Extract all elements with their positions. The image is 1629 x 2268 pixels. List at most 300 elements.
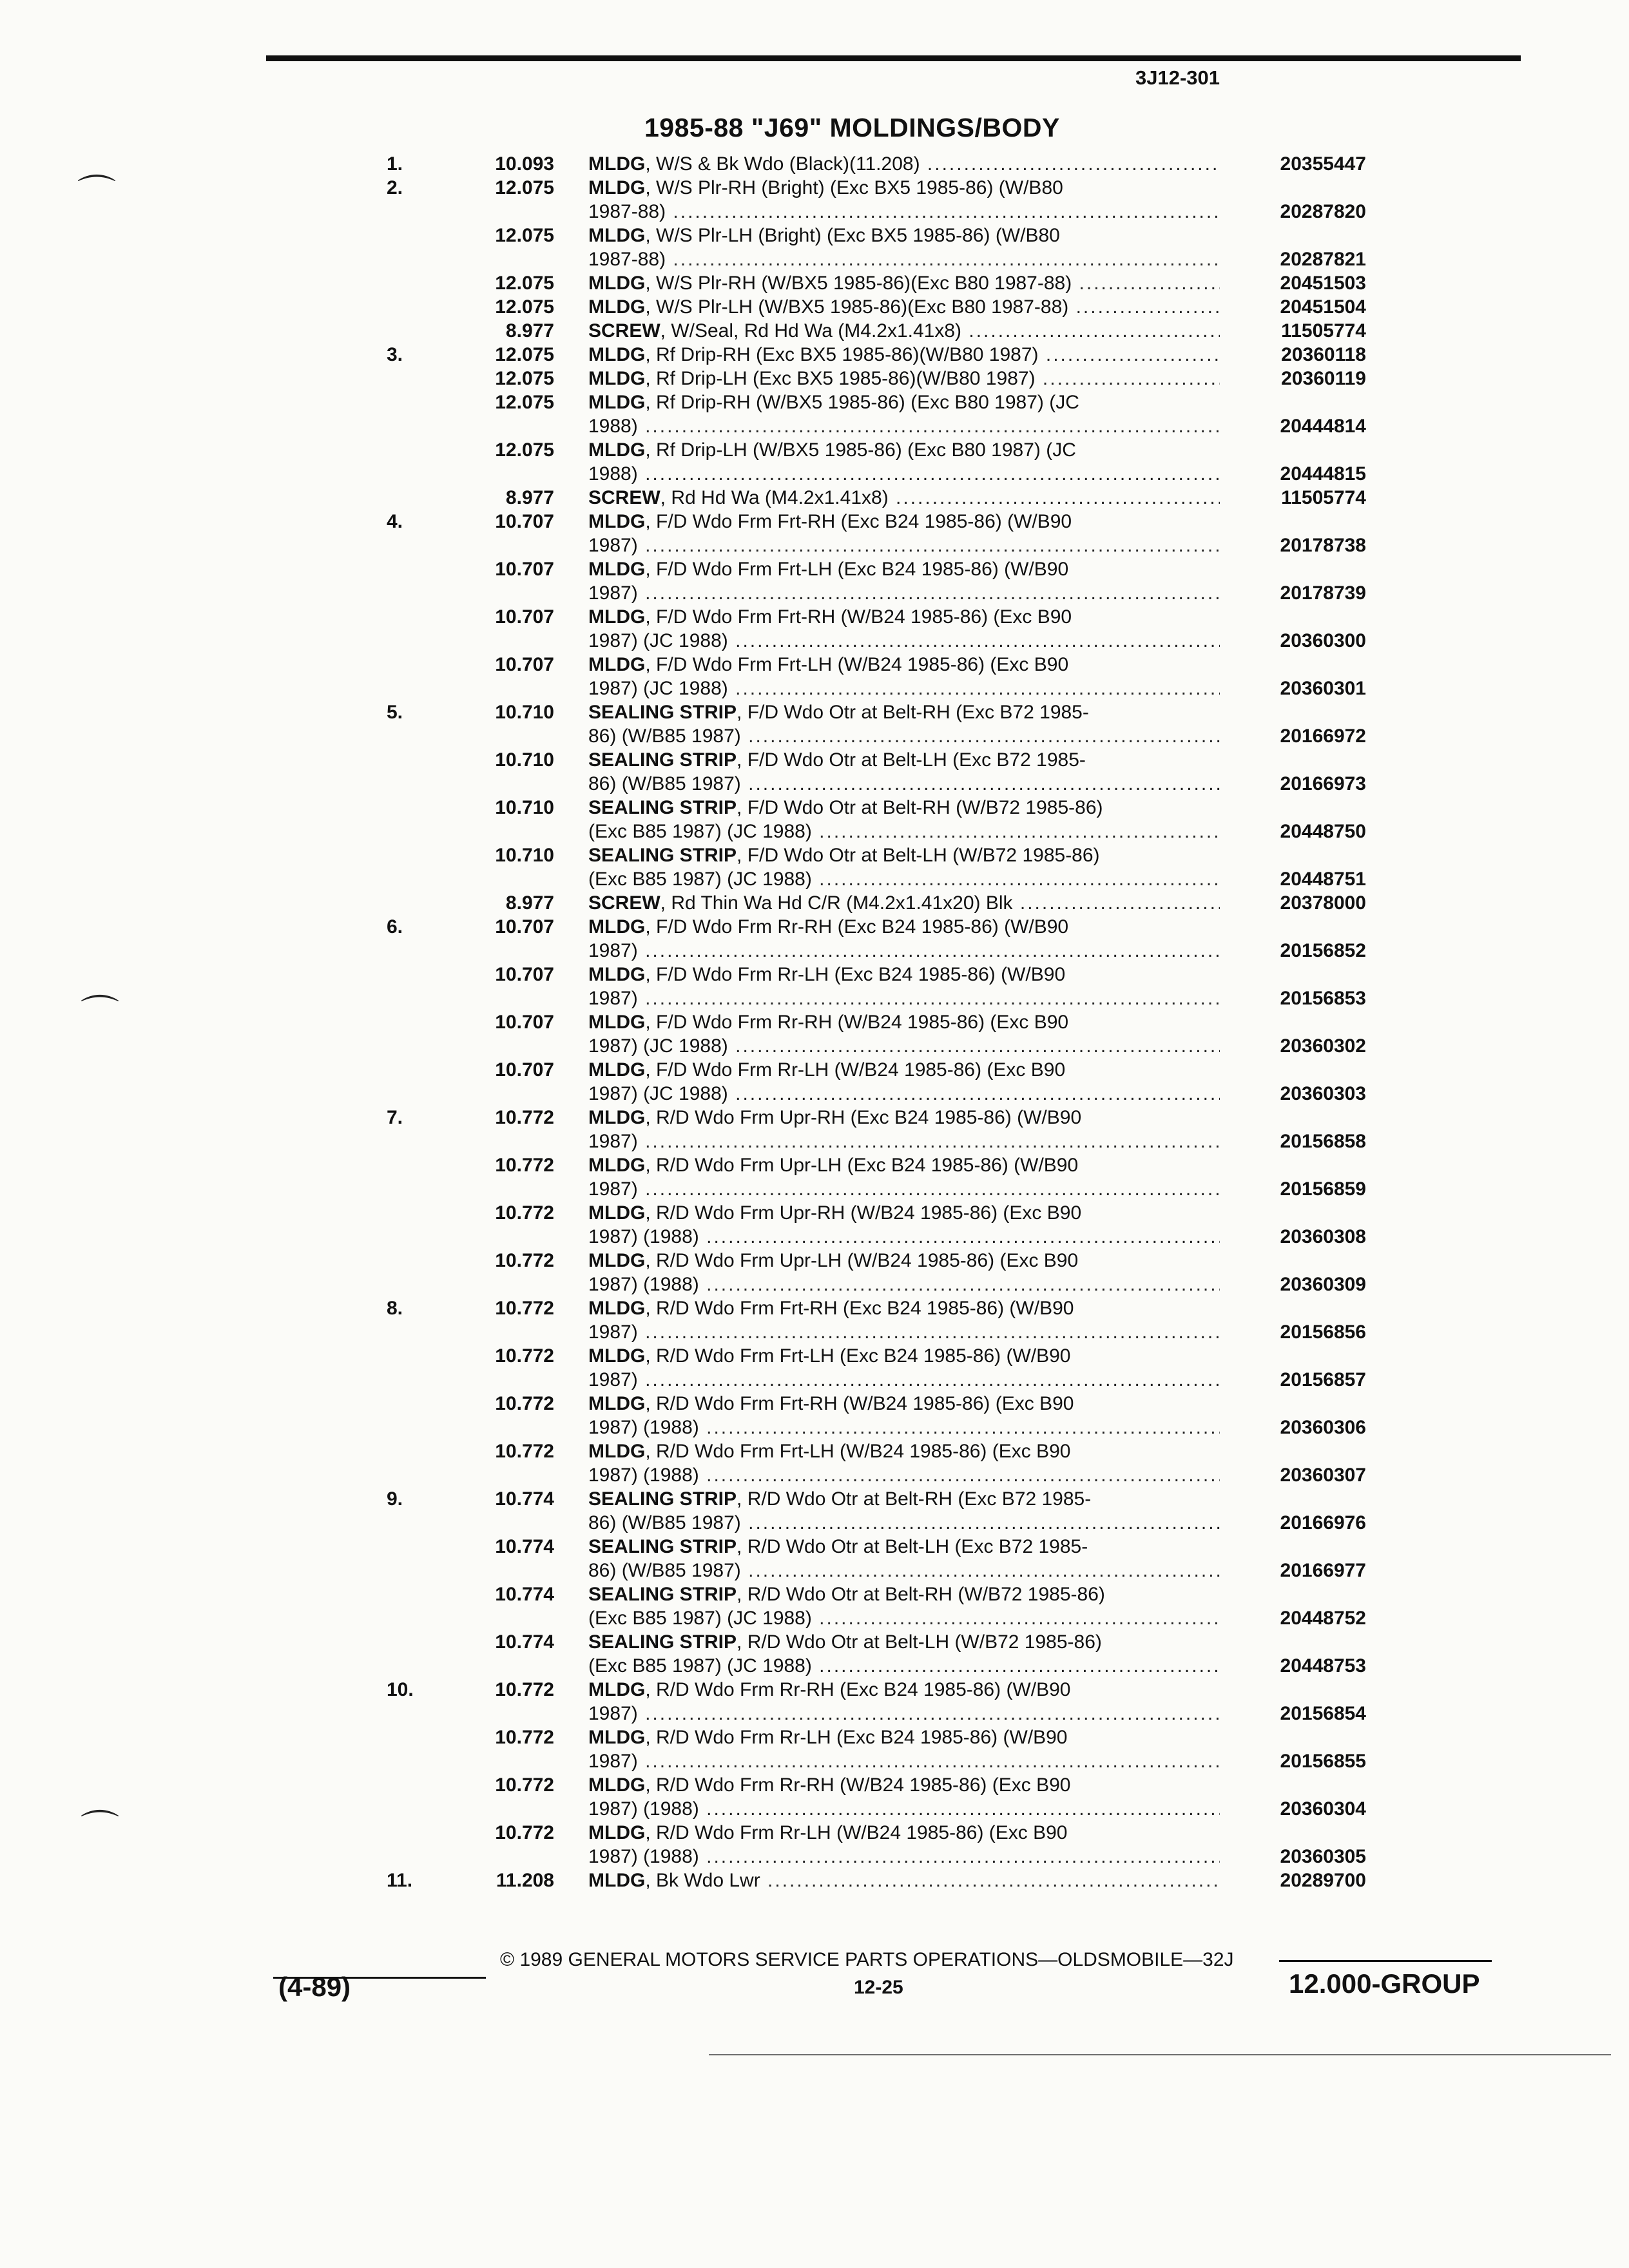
- group-number: 10.772: [495, 1441, 554, 1462]
- part-keyword: SEALING STRIP: [588, 702, 737, 723]
- part-description: 1988) .....: [588, 414, 1220, 438]
- item-number: 9.: [387, 1488, 403, 1510]
- part-number: 20448752: [1224, 1606, 1366, 1630]
- entry-line: [0, 1797, 1629, 1821]
- entry-line: [0, 915, 1629, 939]
- part-description: 1987) (1988) .....: [588, 1845, 1220, 1869]
- entry-line: [0, 1821, 1629, 1845]
- part-description: 1987) .....: [588, 533, 1220, 557]
- entry-line: [0, 1273, 1629, 1296]
- item-number: 7.: [387, 1107, 403, 1128]
- part-number: 20166972: [1224, 724, 1366, 748]
- part-description: 1987-88) .....: [588, 247, 1220, 271]
- part-number: 20360304: [1224, 1797, 1366, 1821]
- part-description: MLDG, W/S Plr-RH (Bright) (Exc BX5 1985-86) (W/B80: [588, 177, 1063, 198]
- part-keyword: SEALING STRIP: [588, 749, 737, 771]
- entry-line: [0, 1368, 1629, 1392]
- part-keyword: MLDG: [588, 273, 646, 294]
- entry-line: [0, 677, 1629, 700]
- entry-line: [0, 1654, 1629, 1678]
- part-keyword: MLDG: [588, 1059, 646, 1081]
- entry-line: [0, 247, 1629, 271]
- part-number: 20451503: [1224, 271, 1366, 295]
- part-description: 1987) .....: [588, 986, 1220, 1010]
- part-keyword: MLDG: [588, 1393, 646, 1414]
- group-number: 10.774: [495, 1536, 554, 1557]
- part-description: MLDG, F/D Wdo Frm Rr-LH (W/B24 1985-86) (Exc B90: [588, 1059, 1066, 1081]
- group-number: 8.977: [505, 320, 554, 341]
- group-number: 10.772: [495, 1679, 554, 1700]
- entry-line: [0, 438, 1629, 462]
- group-number: 12.075: [495, 296, 554, 318]
- part-keyword: MLDG: [588, 511, 646, 532]
- entry-line: [0, 724, 1629, 748]
- part-number: 20444815: [1224, 462, 1366, 486]
- entry-line: [0, 629, 1629, 653]
- part-number: 20156856: [1224, 1320, 1366, 1344]
- entry-line: [0, 986, 1629, 1010]
- part-keyword: MLDG: [588, 1441, 646, 1462]
- part-keyword: MLDG: [588, 1107, 646, 1128]
- part-description: MLDG, F/D Wdo Frm Rr-LH (Exc B24 1985-86) (W/B90: [588, 964, 1066, 985]
- group-number: 10.710: [495, 702, 554, 723]
- part-number: 20451504: [1224, 295, 1366, 319]
- entry-line: [0, 1034, 1629, 1058]
- part-number: 20178739: [1224, 581, 1366, 605]
- part-description: MLDG, R/D Wdo Frm Upr-LH (W/B24 1985-86) (Exc B90: [588, 1250, 1079, 1271]
- part-description: MLDG, W/S Plr-LH (Bright) (Exc BX5 1985-86) (W/B80: [588, 225, 1060, 246]
- part-description: 1988) .....: [588, 462, 1220, 486]
- part-entry: [0, 700, 1629, 748]
- entry-line: [0, 1392, 1629, 1416]
- group-number: 10.774: [495, 1488, 554, 1510]
- part-number: 20378000: [1224, 891, 1366, 915]
- entry-line: [0, 1344, 1629, 1368]
- group-number: 10.710: [495, 797, 554, 818]
- group-number: 12.075: [495, 225, 554, 246]
- part-keyword: MLDG: [588, 1774, 646, 1796]
- entry-line: [0, 1630, 1629, 1654]
- part-description: SEALING STRIP, F/D Wdo Otr at Belt-RH (Exc B72 1985-: [588, 702, 1089, 723]
- part-keyword: MLDG: [588, 916, 646, 937]
- part-description: 1987) (1988) .....: [588, 1416, 1220, 1439]
- part-entry: [0, 963, 1629, 1010]
- part-keyword: MLDG: [588, 225, 646, 246]
- group-number: 10.707: [495, 606, 554, 628]
- part-keyword: SEALING STRIP: [588, 797, 737, 818]
- part-description: 1987) (1988) .....: [588, 1273, 1220, 1296]
- part-number: 20166973: [1224, 772, 1366, 796]
- part-description: MLDG, R/D Wdo Frm Rr-RH (Exc B24 1985-86) (W/B90: [588, 1679, 1071, 1700]
- part-number: 11505774: [1224, 486, 1366, 510]
- item-number: 8.: [387, 1298, 403, 1319]
- part-entry: [0, 1392, 1629, 1439]
- entry-line: [0, 1177, 1629, 1201]
- part-description: SCREW, Rd Thin Wa Hd C/R (M4.2x1.41x20) Blk .....: [588, 891, 1220, 915]
- item-number: 5.: [387, 702, 403, 723]
- part-entry: [0, 1344, 1629, 1392]
- entry-line: [0, 820, 1629, 843]
- part-entry: [0, 1058, 1629, 1106]
- part-entry: [0, 486, 1629, 510]
- part-description: 1987) .....: [588, 1129, 1220, 1153]
- part-entry: [0, 173, 1629, 224]
- part-number: 20156852: [1224, 939, 1366, 963]
- part-number: 20360307: [1224, 1463, 1366, 1487]
- margin-mark: ⌒: [81, 993, 119, 1036]
- part-entry: [0, 152, 1629, 176]
- group-number: 12.075: [495, 439, 554, 461]
- group-number: 12.075: [495, 177, 554, 198]
- entry-line: [0, 1201, 1629, 1225]
- part-keyword: MLDG: [588, 1250, 646, 1271]
- part-keyword: MLDG: [588, 1822, 646, 1843]
- item-number: 11.: [387, 1870, 413, 1891]
- part-number: 20448751: [1224, 867, 1366, 891]
- part-keyword: SCREW: [588, 487, 660, 508]
- date-code: (4-89): [278, 1972, 351, 2002]
- part-entry: [0, 843, 1629, 891]
- item-number: 4.: [387, 511, 403, 532]
- part-description: MLDG, Rf Drip-RH (Exc BX5 1985-86)(W/B80 1987) .....: [588, 343, 1220, 367]
- part-description: (Exc B85 1987) (JC 1988) .....: [588, 1606, 1220, 1630]
- entry-line: [0, 1082, 1629, 1106]
- top-rule: [266, 55, 1521, 61]
- page-title: 1985-88 "J69" MOLDINGS/BODY: [644, 113, 1060, 142]
- part-entry: [0, 653, 1629, 700]
- part-number: 20289700: [1224, 1869, 1366, 1892]
- part-description: 1987) .....: [588, 1368, 1220, 1392]
- part-description: 1987) (JC 1988) .....: [588, 1034, 1220, 1058]
- entry-line: [0, 1606, 1629, 1630]
- entry-line: [0, 176, 1629, 200]
- part-description: 1987) .....: [588, 1177, 1220, 1201]
- entry-line: [0, 653, 1629, 677]
- part-entry: [0, 1106, 1629, 1153]
- entry-line: [0, 963, 1629, 986]
- item-number: 3.: [387, 344, 403, 365]
- part-description: 86) (W/B85 1987) .....: [588, 772, 1220, 796]
- part-description: MLDG, Rf Drip-LH (Exc BX5 1985-86)(W/B80 1987) .....: [588, 367, 1220, 390]
- part-entry: [0, 915, 1629, 963]
- group-number: 10.093: [495, 153, 554, 175]
- group-label: 12.000-GROUP: [1289, 1968, 1480, 1999]
- part-number: 20156854: [1224, 1702, 1366, 1725]
- part-entry: [0, 343, 1629, 367]
- entry-line: [0, 1225, 1629, 1249]
- entry-line: [0, 1296, 1629, 1320]
- group-number: 8.977: [505, 892, 554, 914]
- part-number: 20360118: [1224, 343, 1366, 367]
- part-keyword: MLDG: [588, 654, 646, 675]
- page-number: 12-25: [854, 1977, 903, 1998]
- entry-line: [0, 271, 1629, 295]
- part-entry: [0, 367, 1629, 390]
- part-number: 20360303: [1224, 1082, 1366, 1106]
- group-number: 10.774: [495, 1631, 554, 1653]
- part-entry: [0, 605, 1629, 653]
- part-keyword: MLDG: [588, 1345, 646, 1367]
- entry-line: [0, 343, 1629, 367]
- item-number: 10.: [387, 1679, 414, 1700]
- group-number: 10.772: [495, 1107, 554, 1128]
- group-number: 10.707: [495, 1059, 554, 1081]
- entry-line: [0, 486, 1629, 510]
- group-number: 10.772: [495, 1202, 554, 1224]
- part-number: 20156857: [1224, 1368, 1366, 1392]
- group-number: 8.977: [505, 487, 554, 508]
- entry-line: [0, 1463, 1629, 1487]
- entry-line: [0, 605, 1629, 629]
- part-entry: [0, 390, 1629, 438]
- entry-line: [0, 867, 1629, 891]
- part-number: 20360300: [1224, 629, 1366, 653]
- part-description: MLDG, R/D Wdo Frm Rr-LH (Exc B24 1985-86) (W/B90: [588, 1727, 1068, 1748]
- group-number: 10.772: [495, 1250, 554, 1271]
- part-keyword: MLDG: [588, 344, 646, 365]
- part-number: 20166977: [1224, 1559, 1366, 1582]
- part-number: 20355447: [1224, 152, 1366, 176]
- part-entry: [0, 1249, 1629, 1296]
- entry-line: [0, 152, 1629, 176]
- part-description: SEALING STRIP, R/D Wdo Otr at Belt-RH (W/B72 1985-86): [588, 1584, 1105, 1605]
- entry-line: [0, 1153, 1629, 1177]
- entry-line: [0, 1582, 1629, 1606]
- part-description: MLDG, R/D Wdo Frm Frt-LH (W/B24 1985-86) (Exc B90: [588, 1441, 1071, 1462]
- part-entry: [0, 510, 1629, 557]
- part-description: MLDG, Rf Drip-LH (W/BX5 1985-86) (Exc B80 1987) (JC: [588, 439, 1076, 461]
- group-number: 10.707: [495, 964, 554, 985]
- entry-line: [0, 1749, 1629, 1773]
- part-description: SEALING STRIP, R/D Wdo Otr at Belt-LH (W/B72 1985-86): [588, 1631, 1102, 1653]
- group-number: 10.710: [495, 749, 554, 771]
- part-keyword: MLDG: [588, 439, 646, 461]
- part-description: SCREW, W/Seal, Rd Hd Wa (M4.2x1.41x8) .....: [588, 319, 1220, 343]
- part-entry: [0, 438, 1629, 486]
- part-description: 1987) .....: [588, 581, 1220, 605]
- entry-line: [0, 510, 1629, 533]
- footer-rule-right: [1279, 1960, 1492, 1962]
- part-entry: [0, 557, 1629, 605]
- part-description: 1987) (JC 1988) .....: [588, 1082, 1220, 1106]
- part-description: MLDG, R/D Wdo Frm Rr-LH (W/B24 1985-86) (Exc B90: [588, 1822, 1068, 1843]
- entry-line: [0, 1678, 1629, 1702]
- entry-line: [0, 224, 1629, 247]
- part-number: 20360119: [1224, 367, 1366, 390]
- entry-line: [0, 462, 1629, 486]
- group-number: 10.772: [495, 1298, 554, 1319]
- part-entry: [0, 1535, 1629, 1582]
- part-description: SCREW, Rd Hd Wa (M4.2x1.41x8) .....: [588, 486, 1220, 510]
- entry-line: [0, 1416, 1629, 1439]
- group-number: 12.075: [495, 344, 554, 365]
- part-number: 20178738: [1224, 533, 1366, 557]
- part-description: MLDG, Bk Wdo Lwr .....: [588, 1869, 1220, 1892]
- entry-line: [0, 1058, 1629, 1082]
- part-keyword: MLDG: [588, 1012, 646, 1033]
- part-number: 20360305: [1224, 1845, 1366, 1869]
- part-keyword: MLDG: [588, 1155, 646, 1176]
- entry-line: [0, 295, 1629, 319]
- part-keyword: MLDG: [588, 177, 646, 198]
- part-keyword: SCREW: [588, 320, 660, 341]
- part-number: 20287821: [1224, 247, 1366, 271]
- part-number: 20360309: [1224, 1273, 1366, 1296]
- part-keyword: MLDG: [588, 153, 646, 175]
- group-number: 10.774: [495, 1584, 554, 1605]
- entry-line: [0, 1702, 1629, 1725]
- entry-line: [0, 1010, 1629, 1034]
- part-description: MLDG, F/D Wdo Frm Frt-LH (W/B24 1985-86) (Exc B90: [588, 654, 1069, 675]
- entry-line: [0, 1249, 1629, 1273]
- entry-line: [0, 200, 1629, 224]
- part-entry: [0, 1582, 1629, 1630]
- part-number: 20156859: [1224, 1177, 1366, 1201]
- entry-line: [0, 891, 1629, 915]
- part-keyword: SEALING STRIP: [588, 1488, 737, 1510]
- part-description: 1987) .....: [588, 1749, 1220, 1773]
- entry-line: [0, 772, 1629, 796]
- part-number: 20448750: [1224, 820, 1366, 843]
- entry-line: [0, 1535, 1629, 1559]
- part-number: 20156855: [1224, 1749, 1366, 1773]
- part-number: 20360306: [1224, 1416, 1366, 1439]
- part-entry: [0, 1439, 1629, 1487]
- part-keyword: MLDG: [588, 1870, 646, 1891]
- item-number: 1.: [387, 153, 403, 175]
- part-description: 1987) (JC 1988) .....: [588, 629, 1220, 653]
- entry-line: [0, 1845, 1629, 1869]
- part-number: 20156853: [1224, 986, 1366, 1010]
- part-entry: [0, 1296, 1629, 1344]
- part-description: 1987) .....: [588, 1702, 1220, 1725]
- entry-line: [0, 533, 1629, 557]
- group-number: 10.772: [495, 1155, 554, 1176]
- part-description: MLDG, F/D Wdo Frm Frt-RH (W/B24 1985-86) (Exc B90: [588, 606, 1072, 628]
- entry-line: [0, 1320, 1629, 1344]
- entry-line: [0, 796, 1629, 820]
- entry-line: [0, 939, 1629, 963]
- part-keyword: MLDG: [588, 1679, 646, 1700]
- part-keyword: MLDG: [588, 296, 646, 318]
- entry-line: [0, 1439, 1629, 1463]
- margin-mark: ⌒: [77, 173, 116, 216]
- part-entry: [0, 295, 1629, 319]
- part-description: SEALING STRIP, R/D Wdo Otr at Belt-LH (Exc B72 1985-: [588, 1536, 1088, 1557]
- part-keyword: SEALING STRIP: [588, 1536, 737, 1557]
- entry-line: [0, 581, 1629, 605]
- page-code: 3J12-301: [1135, 66, 1220, 89]
- part-keyword: MLDG: [588, 392, 646, 413]
- part-entry: [0, 1773, 1629, 1821]
- entry-line: [0, 1106, 1629, 1129]
- part-description: MLDG, R/D Wdo Frm Frt-RH (Exc B24 1985-86) (W/B90: [588, 1298, 1074, 1319]
- part-keyword: MLDG: [588, 1298, 646, 1319]
- item-number: 2.: [387, 177, 403, 198]
- part-description: MLDG, Rf Drip-RH (W/BX5 1985-86) (Exc B80 1987) (JC: [588, 392, 1079, 413]
- group-number: 12.075: [495, 273, 554, 294]
- entry-line: [0, 1559, 1629, 1582]
- part-description: SEALING STRIP, F/D Wdo Otr at Belt-LH (Exc B72 1985-: [588, 749, 1086, 771]
- part-description: 86) (W/B85 1987) .....: [588, 724, 1220, 748]
- part-entry: [0, 1725, 1629, 1773]
- part-description: 86) (W/B85 1987) .....: [588, 1559, 1220, 1582]
- group-number: 10.707: [495, 559, 554, 580]
- part-entry: [0, 224, 1629, 271]
- part-number: 20360301: [1224, 677, 1366, 700]
- part-entry: [0, 1153, 1629, 1201]
- entry-line: [0, 1773, 1629, 1797]
- part-keyword: SCREW: [588, 892, 660, 914]
- part-entry: [0, 891, 1629, 915]
- part-description: SEALING STRIP, R/D Wdo Otr at Belt-RH (Exc B72 1985-: [588, 1488, 1092, 1510]
- group-number: 10.707: [495, 916, 554, 937]
- entry-line: [0, 414, 1629, 438]
- part-description: MLDG, R/D Wdo Frm Upr-LH (Exc B24 1985-86) (W/B90: [588, 1155, 1079, 1176]
- part-description: (Exc B85 1987) (JC 1988) .....: [588, 820, 1220, 843]
- part-description: MLDG, R/D Wdo Frm Rr-RH (W/B24 1985-86) (Exc B90: [588, 1774, 1071, 1796]
- part-description: 1987-88) .....: [588, 200, 1220, 224]
- entry-line: [0, 748, 1629, 772]
- part-description: 1987) (1988) .....: [588, 1225, 1220, 1249]
- part-description: MLDG, R/D Wdo Frm Upr-RH (Exc B24 1985-86) (W/B90: [588, 1107, 1082, 1128]
- part-number: 20287820: [1224, 200, 1366, 224]
- part-description: (Exc B85 1987) (JC 1988) .....: [588, 867, 1220, 891]
- part-description: MLDG, R/D Wdo Frm Upr-RH (W/B24 1985-86) (Exc B90: [588, 1202, 1082, 1224]
- entry-line: [0, 1869, 1629, 1892]
- group-number: 10.772: [495, 1393, 554, 1414]
- part-description: 86) (W/B85 1987) .....: [588, 1511, 1220, 1535]
- part-description: MLDG, F/D Wdo Frm Frt-RH (Exc B24 1985-86) (W/B90: [588, 511, 1072, 532]
- group-number: 10.772: [495, 1774, 554, 1796]
- part-description: MLDG, R/D Wdo Frm Frt-RH (W/B24 1985-86) (Exc B90: [588, 1393, 1074, 1414]
- entry-line: [0, 390, 1629, 414]
- group-number: 10.772: [495, 1345, 554, 1367]
- part-keyword: SEALING STRIP: [588, 845, 737, 866]
- part-entry: [0, 1821, 1629, 1869]
- group-number: 10.710: [495, 845, 554, 866]
- part-description: SEALING STRIP, F/D Wdo Otr at Belt-LH (W/B72 1985-86): [588, 845, 1100, 866]
- entry-line: [0, 1487, 1629, 1511]
- group-number: 10.772: [495, 1822, 554, 1843]
- part-description: MLDG, W/S & Bk Wdo (Black)(11.208) .....: [588, 152, 1220, 176]
- entry-line: [0, 367, 1629, 390]
- part-description: 1987) (JC 1988) .....: [588, 677, 1220, 700]
- part-description: 1987) (1988) .....: [588, 1797, 1220, 1821]
- part-entry: [0, 1201, 1629, 1249]
- item-number: 6.: [387, 916, 403, 937]
- part-description: SEALING STRIP, F/D Wdo Otr at Belt-RH (W/B72 1985-86): [588, 797, 1103, 818]
- entry-line: [0, 1511, 1629, 1535]
- parts-list: [0, 152, 1629, 1892]
- entry-line: [0, 1725, 1629, 1749]
- group-number: 11.208: [496, 1870, 554, 1891]
- entry-line: [0, 700, 1629, 724]
- group-number: 12.075: [495, 368, 554, 389]
- part-entry: [0, 1869, 1629, 1892]
- part-description: (Exc B85 1987) (JC 1988) .....: [588, 1654, 1220, 1678]
- part-number: 20448753: [1224, 1654, 1366, 1678]
- part-description: 1987) .....: [588, 939, 1220, 963]
- part-keyword: MLDG: [588, 1727, 646, 1748]
- copyright-notice: © 1989 GENERAL MOTORS SERVICE PARTS OPERATIONS—OLDSMOBILE—32J: [500, 1949, 1234, 1970]
- part-entry: [0, 1487, 1629, 1535]
- part-keyword: MLDG: [588, 606, 646, 628]
- group-number: 10.772: [495, 1727, 554, 1748]
- entry-line: [0, 843, 1629, 867]
- group-number: 10.707: [495, 654, 554, 675]
- part-entry: [0, 796, 1629, 843]
